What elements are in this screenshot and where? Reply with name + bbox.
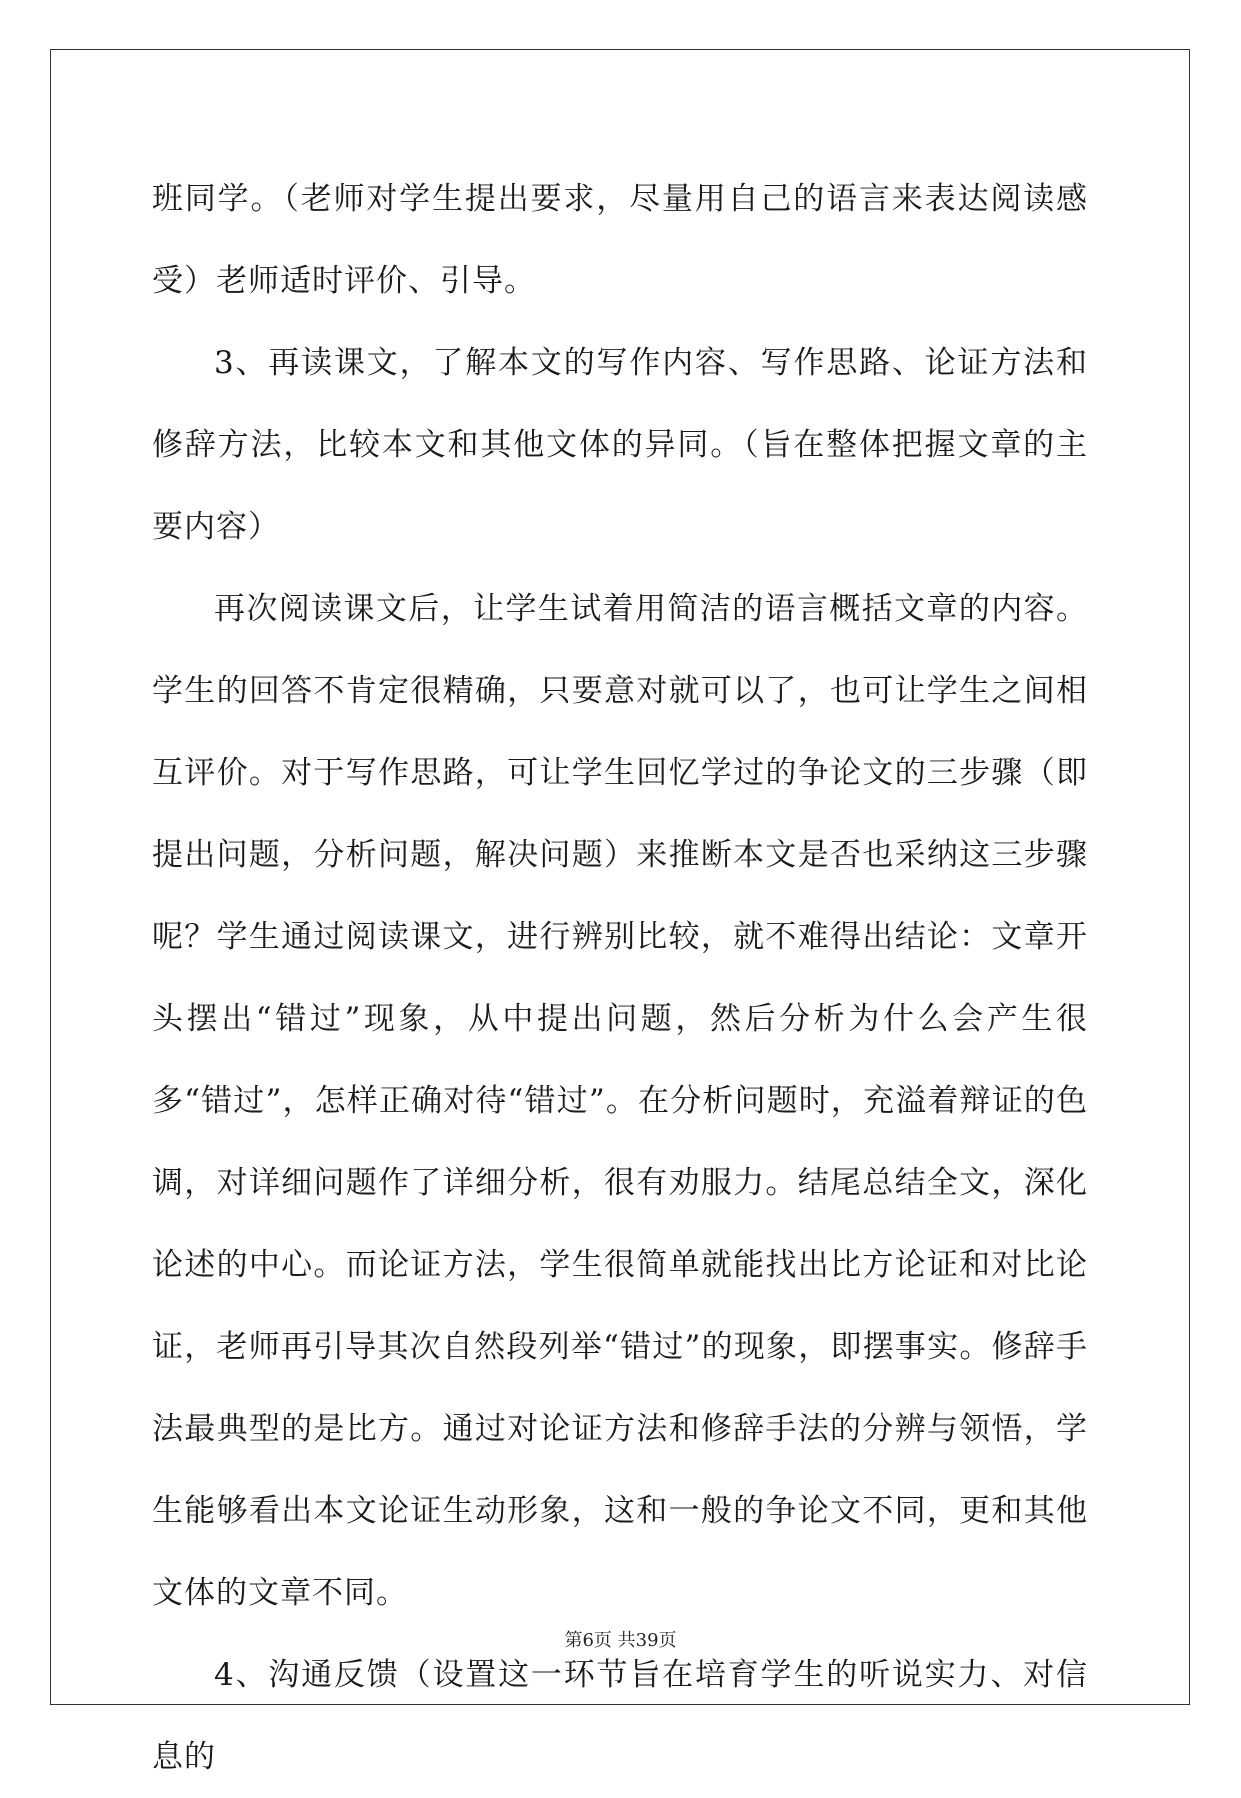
paragraph: 班同学。（老师对学生提出要求，尽量用自己的语言来表达阅读感受）老师适时评价、引导。 xyxy=(152,181,1088,299)
page-number-footer: 第6页 共39页 xyxy=(564,1630,677,1651)
document-body xyxy=(152,158,1088,1798)
paragraph: 再次阅读课文后，让学生试着用简洁的语言概括文章的内容。学生的回答不肯定很精确，只要意对就可以了，也可让学生之间相互评价。对于写作思路，可让学生回忆学过的争论文的三步骤（即提出问题，分析问题，解决问题）来推断本文是否也采纳这三步骤呢？学生通过阅读课文，进行辨别比较，就不难得出结论：文章开头摆出“错过”现象，从中提出问题，然后分析为什么会产生很多“错过”，怎样正确对待“错过”。在分析问题时，充溢着辩证的色调，对详细问题作了详细分析，很有劝服力。结尾总结全文，深化论述的中心。而论证方法，学生很简单就能找出比方论证和对比论证，老师再引导其次自然段列举“错过”的现象，即摆事实。修辞手法最典型的是比方。通过对论证方法和修辞手法的分辨与领悟，学生能够看出本文论证生动形象，这和一般的争论文不同，更和其他文体的文章不同。 xyxy=(152,591,1088,1611)
paragraph: 4、沟通反馈（设置这一环节旨在培育学生的听说实力、对信息的 xyxy=(152,1657,1088,1775)
paragraph: 3、再读课文，了解本文的写作内容、写作思路、论证方法和修辞方法，比较本文和其他文体的异同。（旨在整体把握文章的主要内容） xyxy=(152,345,1088,545)
